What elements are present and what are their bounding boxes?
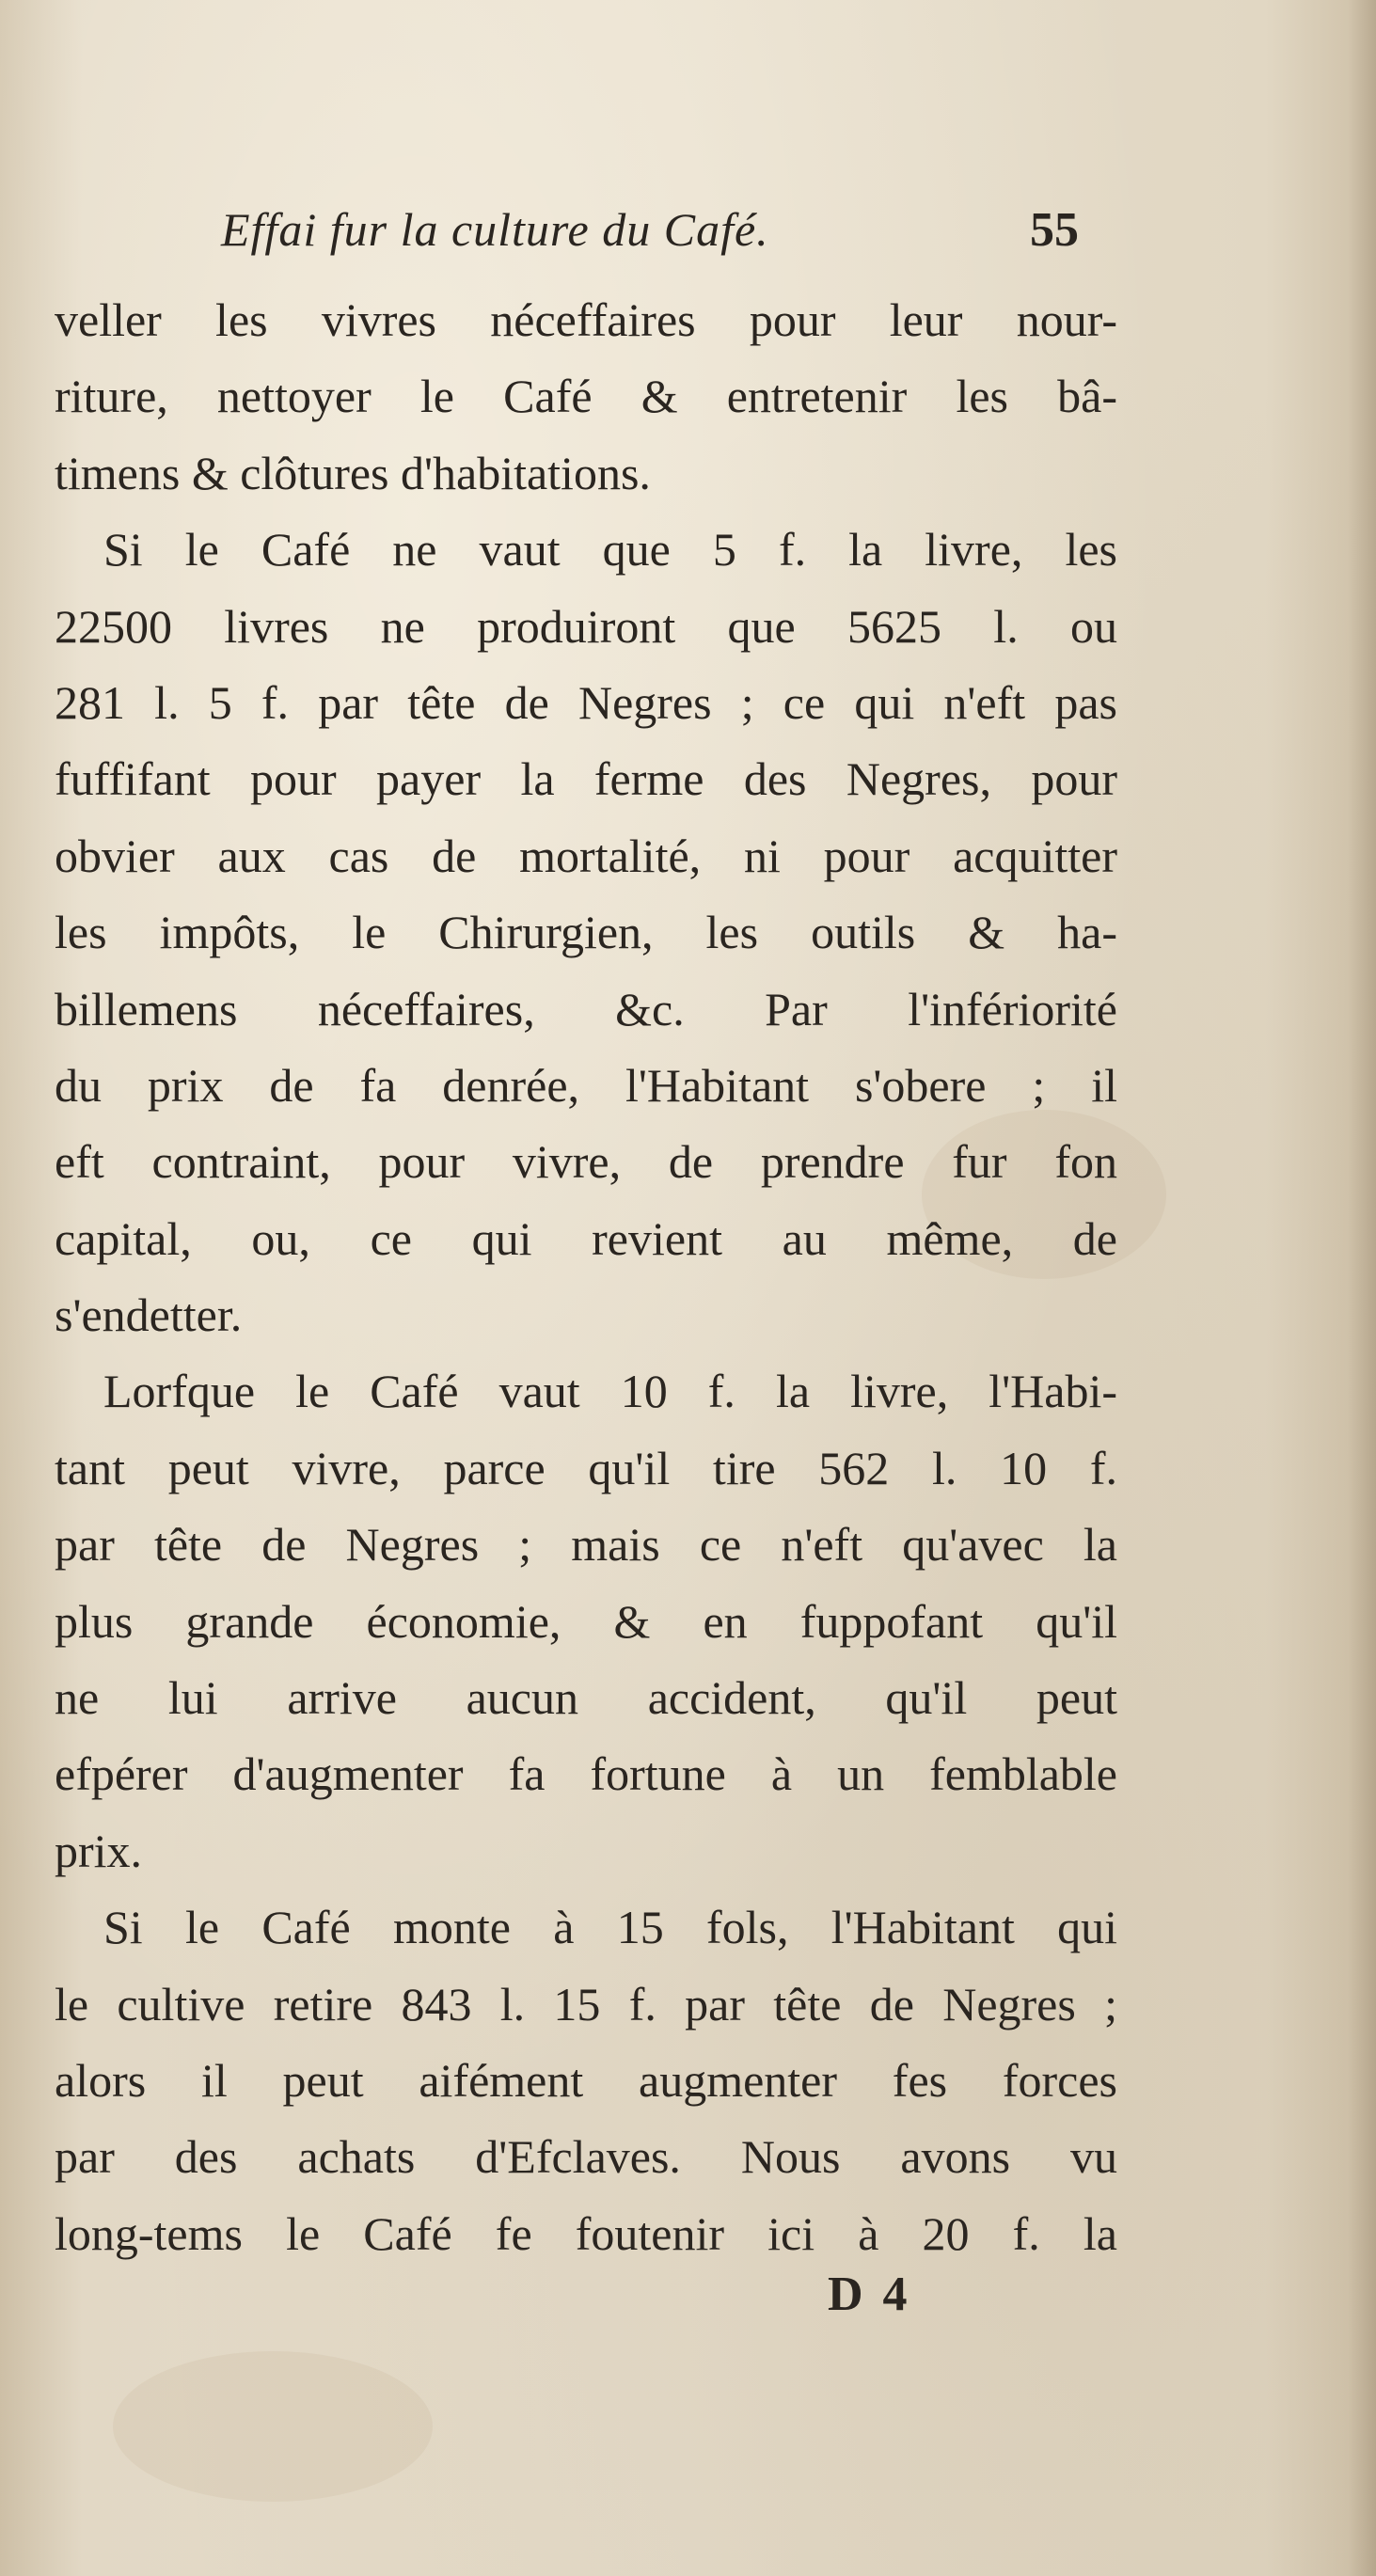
text-line: eft contraint, pour vivre, de prendre fur fon <box>55 1135 1117 1189</box>
page-number: 55 <box>1030 203 1079 257</box>
text-line: par des achats d'Efclaves. Nous avons vu <box>55 2130 1117 2184</box>
text-line: riture, nettoyer le Café & entretenir les bâ- <box>55 370 1117 423</box>
text-line: efpérer d'augmenter fa fortune à un femblable <box>55 1747 1117 1801</box>
text-line: ne lui arrive aucun accident, qu'il peut <box>55 1671 1117 1725</box>
text-line: plus grande économie, & en fuppofant qu'il <box>55 1594 1117 1648</box>
text-line: capital, ou, ce qui revient au même, de <box>55 1211 1117 1265</box>
text-line: timens & clôtures d'habitations. <box>55 446 651 499</box>
text-line: obvier aux cas de mortalité, ni pour acquitter <box>55 829 1117 882</box>
paper-stain <box>113 2351 433 2502</box>
text-line: long-tems le Café fe foutenir ici à 20 f. la <box>55 2206 1117 2260</box>
text-line: 22500 livres ne produiront que 5625 l. ou <box>55 599 1117 653</box>
signature-mark: D 4 <box>828 2268 911 2321</box>
text-line: veller les vivres néceffaires pour leur nour- <box>55 293 1117 346</box>
body-text <box>55 282 1117 2272</box>
text-line: tant peut vivre, parce qu'il tire 562 l. 10 f. <box>55 1441 1117 1494</box>
text-line: du prix de fa denrée, l'Habitant s'obere ; il <box>55 1058 1117 1112</box>
text-line: s'endetter. <box>55 1288 243 1342</box>
text-line: Si le Café ne vaut que 5 f. la livre, les <box>103 523 1117 577</box>
text-line: fuffifant pour payer la ferme des Negres, pour <box>55 752 1117 806</box>
text-line: prix. <box>55 1824 143 1877</box>
text-line: 281 l. 5 f. par tête de Negres ; ce qui n'eft pas <box>55 675 1117 729</box>
running-head <box>0 202 1376 268</box>
text-line: Lorfque le Café vaut 10 f. la livre, l'Habi- <box>103 1365 1117 1418</box>
text-line: le cultive retire 843 l. 15 f. par tête de Negres ; <box>55 1977 1117 2031</box>
text-line: Si le Café monte à 15 fols, l'Habitant qui <box>103 1901 1117 1954</box>
text-line: les impôts, le Chirurgien, les outils & ha- <box>55 906 1117 959</box>
running-title: Effai fur la culture du Café. <box>221 203 769 256</box>
text-line: alors il peut aifément augmenter fes forces <box>55 2053 1117 2107</box>
text-line: billemens néceffaires, &c. Par l'infériorité <box>55 982 1117 1035</box>
text-line: par tête de Negres ; mais ce n'eft qu'avec la <box>55 1518 1117 1572</box>
